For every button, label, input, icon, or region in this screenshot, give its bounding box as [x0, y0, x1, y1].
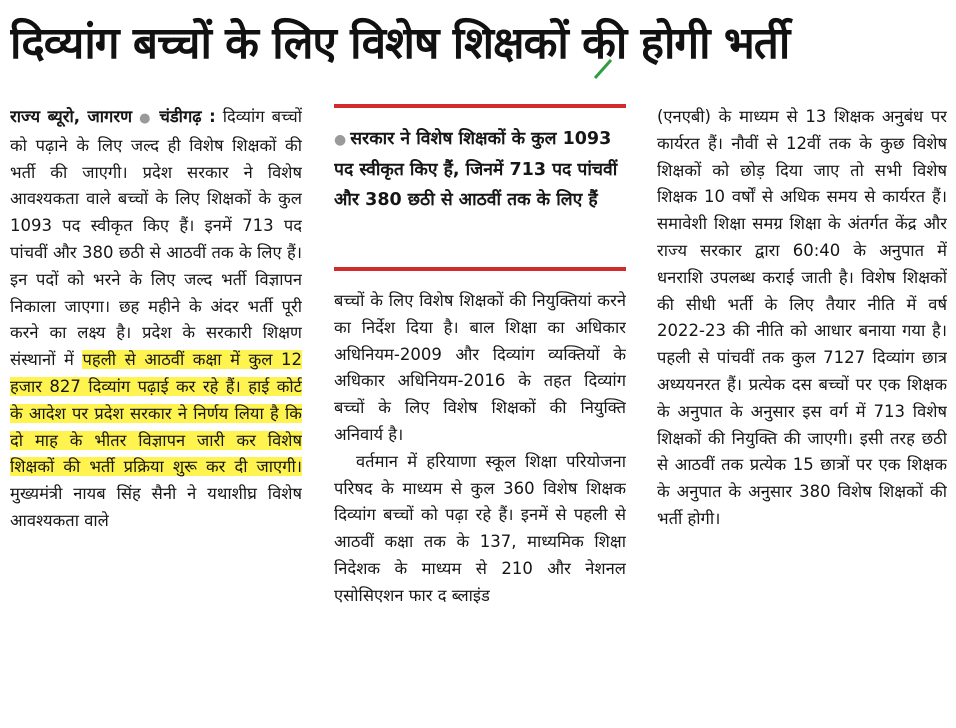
pull-quote-bullet-icon: ●	[334, 132, 347, 148]
body-paragraph-2a: वर्तमान में हरियाणा स्कूल शिक्षा परियोजना परिषद के माध्यम से कुल 360 विशेष शिक्षक दिव्यांग बच्चों को पढ़ा रहे हैं। इनमें से पहली से आठवीं कक्षा तक के 137, माध्यमिक शिक्षा निदेशक के माध्यम से 210 और नेशनल एसोसिएशन फार द ब्लाइंड	[334, 451, 626, 605]
headline: दिव्यांग बच्चों के लिए विशेष शिक्षकों की होगी भर्ती	[10, 18, 790, 69]
article-column-3	[657, 104, 947, 726]
body-text-plain: दिव्यांग बच्चों को पढ़ाने के लिए जल्द ही विशेष शिक्षकों की भर्ती की जाएगी। प्रदेश सरकार ने विशेष आवश्यकता वाले बच्चों के लिए शिक्षकों के कुल 1093 पद स्वीकृत किए हैं। इनमें 713 पद पांचवीं और 380 छठी से आठवीं तक के लिए हैं। इन पदों को भरने के लिए जल्द भर्ती विज्ञापन निकाला जाएगा। छह महीने के अंदर भर्ती पूरी करने का लक्ष्य है। प्रदेश के सरकारी शिक्षण संस्थानों में	[10, 107, 302, 370]
pull-quote-top-rule	[334, 104, 626, 108]
body-text-tail-a: मुख्यमंत्री नायब सिंह सैनी ने यथाशीघ्र विशेष आवश्यकता वाले	[10, 484, 302, 530]
pull-quote-text: सरकार ने विशेष शिक्षकों के कुल 1093 पद स्वीकृत किए हैं, जिनमें 713 पद पांचवीं और 380 छठी से आठवीं तक के लिए हैं	[334, 129, 618, 210]
dateline-place: चंडीगढ़ :	[159, 107, 216, 126]
body-paragraph-2b: (एनएबी) के माध्यम से 13 शिक्षक अनुबंध पर कार्यरत हैं। नौवीं से 12वीं तक के कुछ विशेष शिक्षकों को छोड़ दिया जाए तो सभी विशेष शिक्षक 10 वर्षों से अधिक समय से कार्यरत हैं। समावेशी शिक्षा समग्र शिक्षा के अंतर्गत केंद्र और राज्य सरकार द्वारा 60:40 के अनुपात में धनराशि उपलब्ध कराई जाती है। विशेष शिक्षकों की सीधी भर्ती के लिए तैयार नीति में वर्ष 2022-23 की नीति को आधार बनाया गया है। पहली से पांचवीं तक कुल 7127 दिव्यांग छात्र अध्ययनरत हैं। प्रत्येक दस बच्चों पर एक शिक्षक के अनुपात के अनुसार इस वर्ग में 713 विशेष शिक्षकों की नियुक्ति की जाएगी। इसी तरह छठी से आठवीं तक प्रत्येक 15 छात्रों पर एक शिक्षक के अनुपात के अनुसार 380 विशेष शिक्षकों की भर्ती होगी।	[657, 107, 947, 528]
pull-quote	[334, 104, 626, 282]
green-tick-mark	[593, 58, 613, 80]
article-column-1	[10, 104, 302, 726]
dateline-source: राज्य ब्यूरो, जागरण	[10, 107, 133, 126]
body-text-tail-b: बच्चों के लिए विशेष शिक्षकों की नियुक्तियां करने का निर्देश दिया है। बाल शिक्षा का अधिकार अधिनियम-2009 और दिव्यांग व्यक्तियों के अधिकार अधिनियम-2016 के तहत दिव्यांग बच्चों के लिए विशेष शिक्षकों की नियुक्ति अनिवार्य है।	[334, 291, 626, 444]
article-column-2	[334, 104, 626, 726]
highlighted-text: पहली से आठवीं कक्षा में कुल 12 हजार 827 दिव्यांग पढ़ाई कर रहे हैं। हाई कोर्ट के आदेश पर प्रदेश सरकार ने निर्णय लिया है कि दो माह के भीतर विज्ञापन जारी कर विशेष शिक्षकों की भर्ती प्रक्रिया शुरू कर दी जाएगी।	[10, 350, 302, 477]
pull-quote-bottom-rule	[334, 267, 626, 271]
body-text-col2	[334, 288, 626, 610]
dateline-bullet-icon: ●	[139, 111, 153, 126]
